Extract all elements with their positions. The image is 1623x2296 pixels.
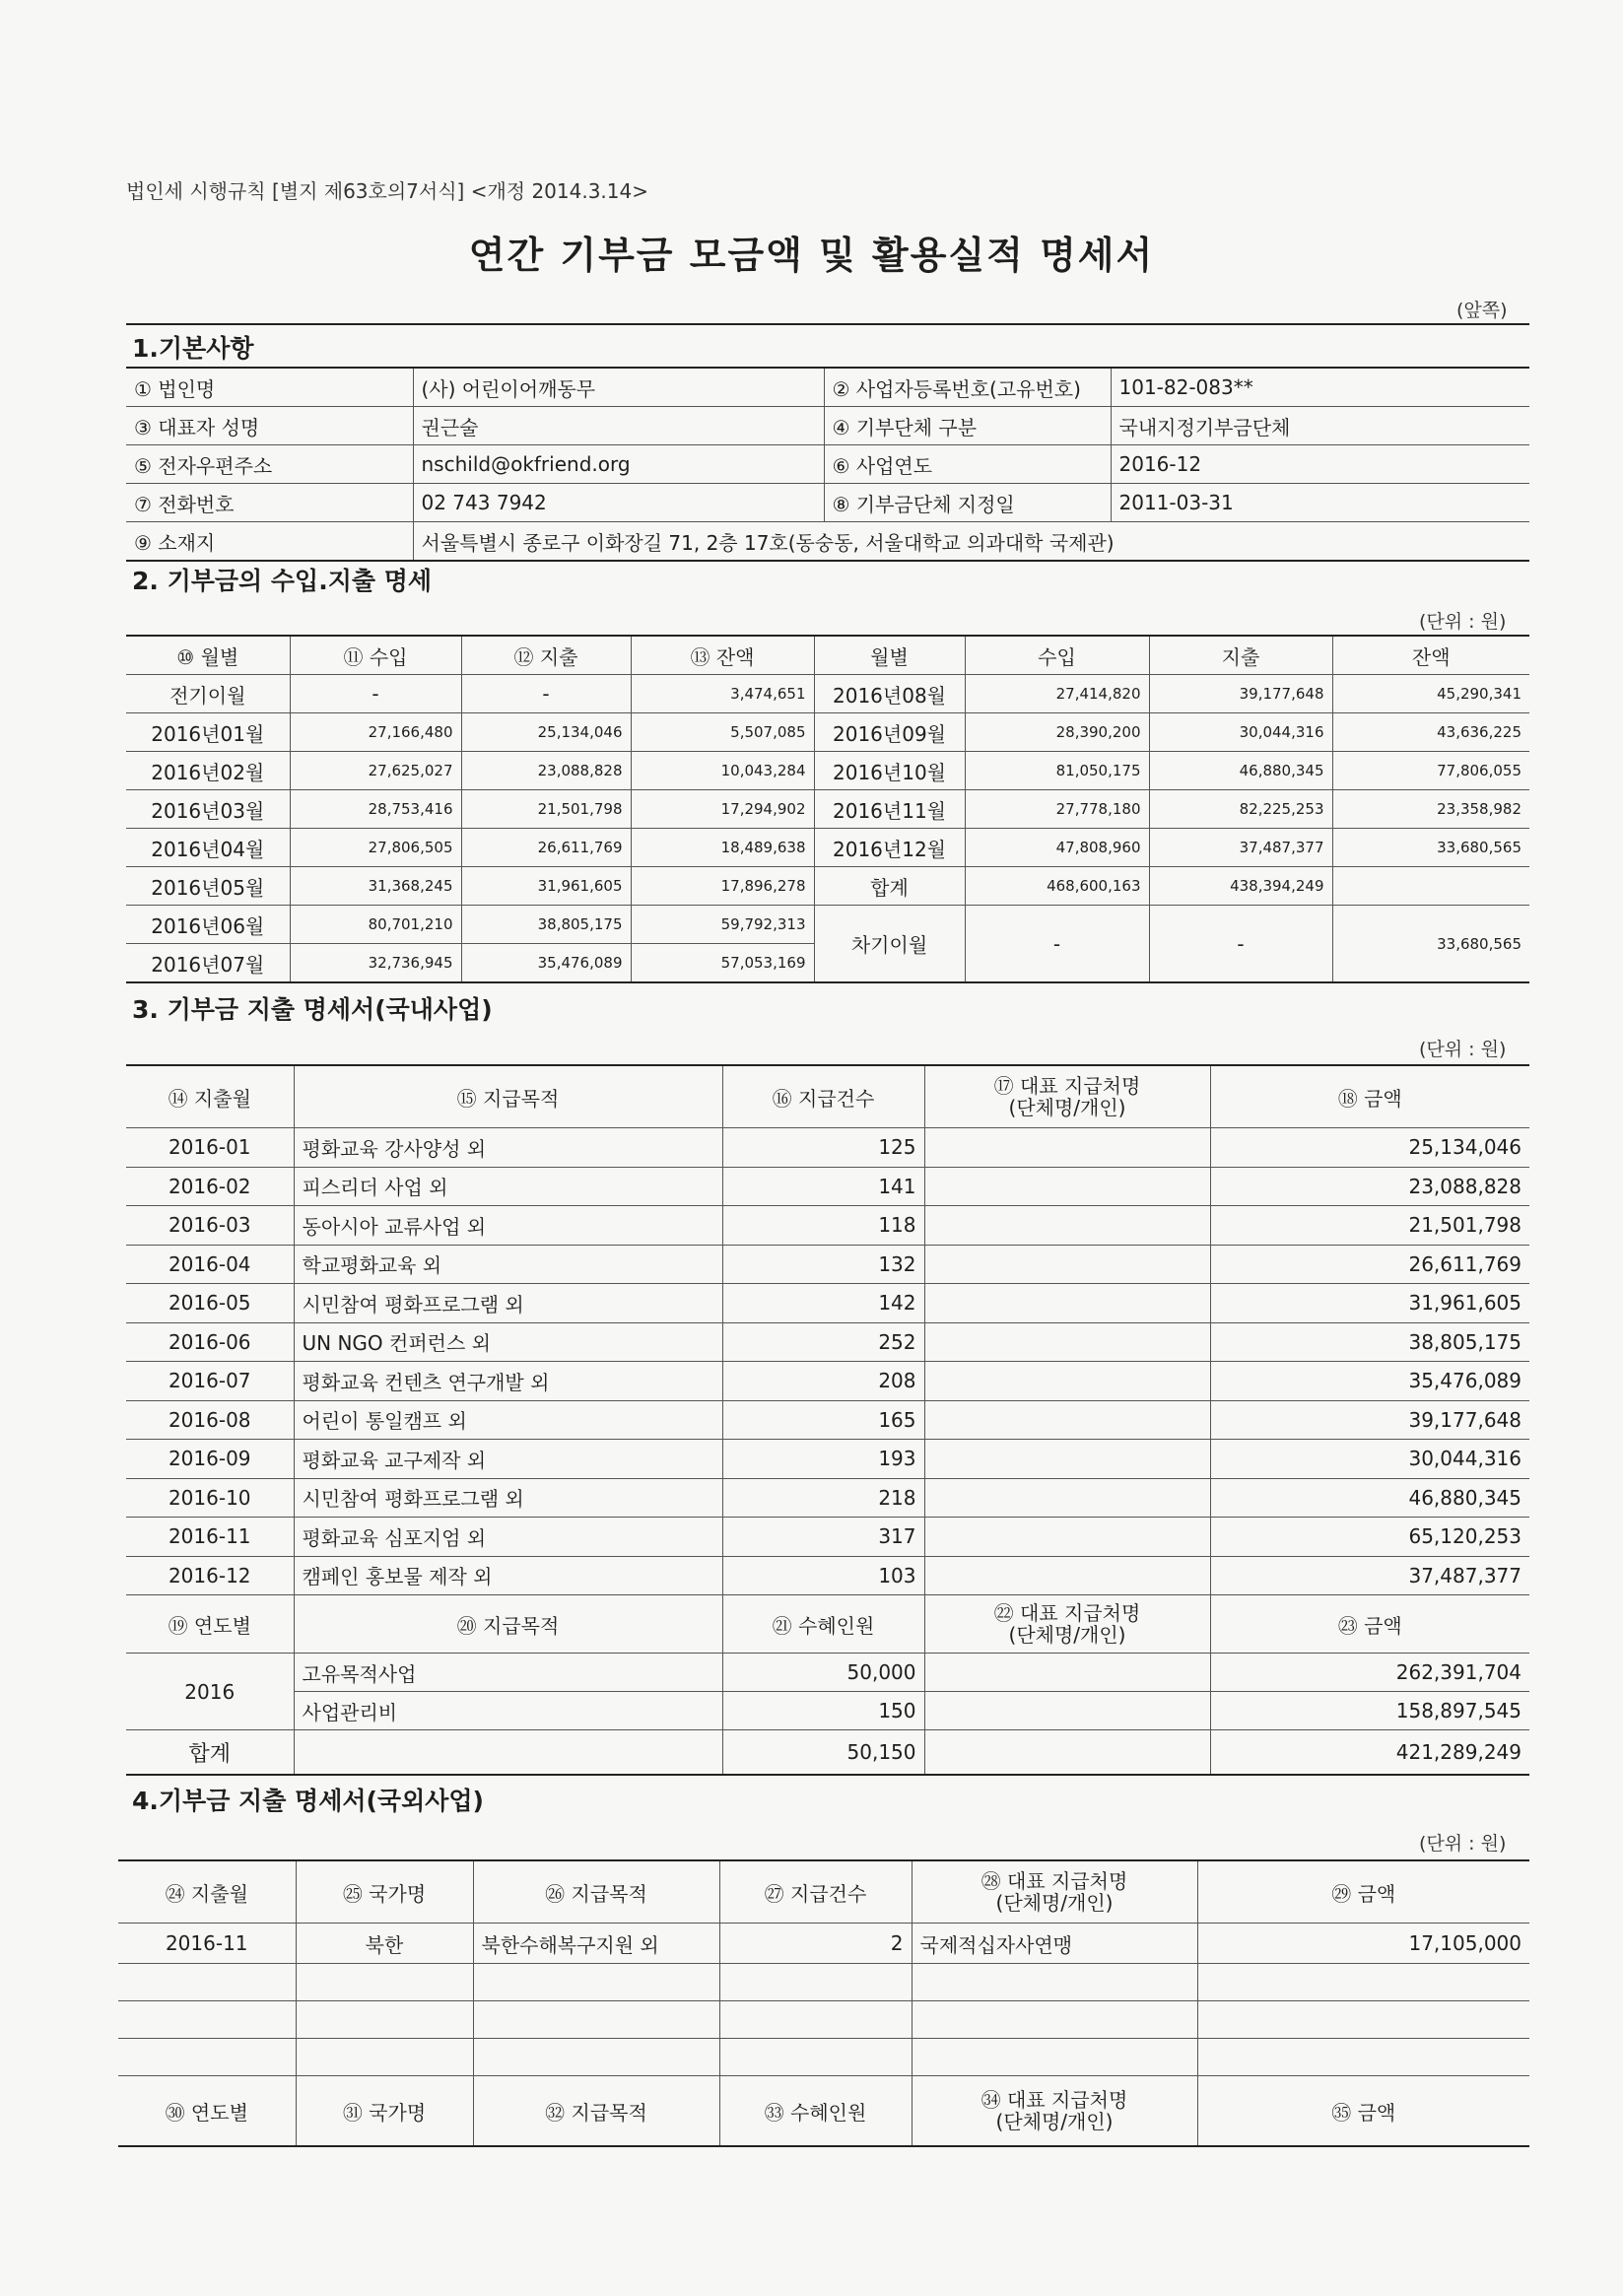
income-cell: - bbox=[290, 675, 461, 713]
carry-expense: - bbox=[1149, 906, 1332, 983]
table-row bbox=[126, 1322, 1529, 1362]
header-line: (단체명/개인) bbox=[1008, 1096, 1126, 1119]
amount-cell: 37,487,377 bbox=[1210, 1556, 1529, 1595]
income-cell: 27,166,480 bbox=[290, 713, 461, 752]
purpose-cell: 캠페인 홍보물 제작 외 bbox=[294, 1556, 722, 1595]
table-row bbox=[126, 1362, 1529, 1401]
amount-cell: 31,961,605 bbox=[1210, 1284, 1529, 1323]
column-header: ⑩ 월별 bbox=[126, 636, 290, 675]
count-cell: 317 bbox=[722, 1518, 924, 1557]
month-cell: 2016-04 bbox=[126, 1245, 294, 1284]
balance-cell: 59,792,313 bbox=[631, 906, 814, 944]
month-cell: 2016년05월 bbox=[126, 867, 290, 906]
month-cell: 2016-06 bbox=[126, 1322, 294, 1362]
purpose-cell: 평화교육 교구제작 외 bbox=[294, 1440, 722, 1479]
recipient-cell bbox=[924, 1654, 1210, 1692]
amount-cell: 65,120,253 bbox=[1210, 1518, 1529, 1557]
domestic-expense-table bbox=[126, 1064, 1529, 1776]
column-header bbox=[924, 1065, 1210, 1128]
recipient-cell bbox=[924, 1206, 1210, 1246]
table-row bbox=[126, 790, 1529, 829]
unit-label: (단위 : 원) bbox=[1419, 1039, 1507, 1060]
column-header: ⑯ 지급건수 bbox=[722, 1065, 924, 1128]
column-header: ㉟ 금액 bbox=[1197, 2076, 1529, 2147]
carry-balance: 33,680,565 bbox=[1332, 906, 1529, 983]
recipient-cell bbox=[924, 1245, 1210, 1284]
balance-cell bbox=[1332, 867, 1529, 906]
count-cell: 218 bbox=[722, 1478, 924, 1518]
empty-cell bbox=[912, 1964, 1197, 2001]
count-cell: 103 bbox=[722, 1556, 924, 1595]
balance-cell: 17,294,902 bbox=[631, 790, 814, 829]
total-row bbox=[126, 1730, 1529, 1776]
field-value: 국내지정기부금단체 bbox=[1111, 407, 1529, 445]
recipient-cell bbox=[924, 1362, 1210, 1401]
expense-cell: - bbox=[461, 675, 631, 713]
month-cell: 2016-11 bbox=[126, 1518, 294, 1557]
balance-cell: 45,290,341 bbox=[1332, 675, 1529, 713]
expense-cell: 26,611,769 bbox=[461, 829, 631, 867]
field-label: ⑤ 전자우편주소 bbox=[126, 445, 413, 484]
empty-cell bbox=[1197, 1964, 1529, 2001]
empty-cell bbox=[1197, 2039, 1529, 2076]
table-row bbox=[126, 752, 1529, 790]
column-header: ㉖ 지급목적 bbox=[473, 1860, 719, 1924]
empty-cell bbox=[296, 2039, 473, 2076]
month-cell: 2016년11월 bbox=[814, 790, 965, 829]
month-cell: 2016년07월 bbox=[126, 944, 290, 983]
empty-cell bbox=[912, 2039, 1197, 2076]
table-row bbox=[126, 867, 1529, 906]
month-cell: 2016-12 bbox=[126, 1556, 294, 1595]
count-cell: 193 bbox=[722, 1440, 924, 1479]
info-row bbox=[126, 445, 1529, 484]
month-cell: 2016-10 bbox=[126, 1478, 294, 1518]
column-header: 수입 bbox=[965, 636, 1149, 675]
info-row bbox=[126, 407, 1529, 445]
recipient-cell bbox=[924, 1556, 1210, 1595]
expense-cell: 438,394,249 bbox=[1149, 867, 1332, 906]
income-cell: 27,414,820 bbox=[965, 675, 1149, 713]
column-header bbox=[912, 1860, 1197, 1924]
carry-income: - bbox=[965, 906, 1149, 983]
field-label: ⑧ 기부금단체 지정일 bbox=[824, 484, 1111, 522]
empty-row bbox=[118, 2001, 1529, 2039]
column-header: ㉜ 지급목적 bbox=[473, 2076, 719, 2147]
count-cell: 50,000 bbox=[722, 1654, 924, 1692]
month-cell: 2016년01월 bbox=[126, 713, 290, 752]
empty-cell bbox=[118, 2039, 296, 2076]
field-label: ② 사업자등록번호(고유번호) bbox=[824, 368, 1111, 407]
balance-cell: 43,636,225 bbox=[1332, 713, 1529, 752]
column-header: ㉚ 연도별 bbox=[118, 2076, 296, 2147]
header-line: (단체명/개인) bbox=[995, 1891, 1114, 1915]
page-title: 연간 기부금 모금액 및 활용실적 명세서 bbox=[468, 234, 1155, 277]
section3-title: 3. 기부금 지출 명세서(국내사업) bbox=[132, 995, 493, 1024]
balance-cell: 18,489,638 bbox=[631, 829, 814, 867]
purpose-cell: 평화교육 컨텐츠 연구개발 외 bbox=[294, 1362, 722, 1401]
balance-cell: 5,507,085 bbox=[631, 713, 814, 752]
basic-info-table bbox=[126, 367, 1529, 562]
recipient-cell bbox=[924, 1400, 1210, 1440]
month-cell: 2016년02월 bbox=[126, 752, 290, 790]
table-row bbox=[118, 1924, 1529, 1964]
month-cell: 2016년12월 bbox=[814, 829, 965, 867]
balance-cell: 77,806,055 bbox=[1332, 752, 1529, 790]
count-cell: 2 bbox=[719, 1924, 912, 1964]
field-value: nschild@okfriend.org bbox=[413, 445, 824, 484]
expense-cell: 23,088,828 bbox=[461, 752, 631, 790]
expense-cell: 35,476,089 bbox=[461, 944, 631, 983]
income-cell: 31,368,245 bbox=[290, 867, 461, 906]
column-header: ㉕ 국가명 bbox=[296, 1860, 473, 1924]
table-row bbox=[126, 1654, 1529, 1692]
income-cell: 27,806,505 bbox=[290, 829, 461, 867]
table-row bbox=[126, 1400, 1529, 1440]
empty-cell bbox=[719, 1964, 912, 2001]
purpose-cell: 고유목적사업 bbox=[294, 1654, 722, 1692]
expense-cell: 25,134,046 bbox=[461, 713, 631, 752]
field-label: ① 법인명 bbox=[126, 368, 413, 407]
purpose-cell: 평화교육 강사양성 외 bbox=[294, 1128, 722, 1168]
expense-cell: 37,487,377 bbox=[1149, 829, 1332, 867]
column-header: ㉗ 지급건수 bbox=[719, 1860, 912, 1924]
field-label: ⑦ 전화번호 bbox=[126, 484, 413, 522]
amount-cell: 17,105,000 bbox=[1197, 1924, 1529, 1964]
income-cell: 28,390,200 bbox=[965, 713, 1149, 752]
purpose-cell: 피스리더 사업 외 bbox=[294, 1167, 722, 1206]
table-row bbox=[126, 675, 1529, 713]
table-row bbox=[126, 906, 1529, 944]
income-cell: 468,600,163 bbox=[965, 867, 1149, 906]
column-header: ⑬ 잔액 bbox=[631, 636, 814, 675]
recipient-cell bbox=[924, 1284, 1210, 1323]
income-cell: 80,701,210 bbox=[290, 906, 461, 944]
column-header: ⑭ 지출월 bbox=[126, 1065, 294, 1128]
table-row bbox=[126, 1167, 1529, 1206]
column-header: ⑲ 연도별 bbox=[126, 1595, 294, 1654]
amount-cell: 23,088,828 bbox=[1210, 1167, 1529, 1206]
recipient-cell bbox=[924, 1692, 1210, 1730]
count-cell: 132 bbox=[722, 1245, 924, 1284]
header-line: (단체명/개인) bbox=[995, 2110, 1114, 2133]
month-cell: 2016년06월 bbox=[126, 906, 290, 944]
count-cell: 252 bbox=[722, 1322, 924, 1362]
expense-cell: 39,177,648 bbox=[1149, 675, 1332, 713]
balance-cell: 17,896,278 bbox=[631, 867, 814, 906]
header-line: ㉞ 대표 지급처명 bbox=[981, 2088, 1128, 2112]
column-header: ⑱ 금액 bbox=[1210, 1065, 1529, 1128]
month-cell: 합계 bbox=[814, 867, 965, 906]
form-reference: 법인세 시행규칙 [별지 제63호의7서식] <개정 2014.3.14> bbox=[126, 179, 648, 203]
field-value: 권근술 bbox=[413, 407, 824, 445]
month-cell: 전기이월 bbox=[126, 675, 290, 713]
column-header: 지출 bbox=[1149, 636, 1332, 675]
empty-cell bbox=[296, 2001, 473, 2039]
empty-row bbox=[118, 1964, 1529, 2001]
amount-cell: 25,134,046 bbox=[1210, 1128, 1529, 1168]
amount-cell: 262,391,704 bbox=[1210, 1654, 1529, 1692]
recipient-cell: 국제적십자사연맹 bbox=[912, 1924, 1197, 1964]
income-cell: 32,736,945 bbox=[290, 944, 461, 983]
income-cell: 27,778,180 bbox=[965, 790, 1149, 829]
month-cell: 2016년04월 bbox=[126, 829, 290, 867]
month-cell: 2016-11 bbox=[118, 1924, 296, 1964]
recipient-cell bbox=[924, 1518, 1210, 1557]
month-cell: 2016-02 bbox=[126, 1167, 294, 1206]
table-row bbox=[126, 1440, 1529, 1479]
month-cell: 2016-09 bbox=[126, 1440, 294, 1479]
total-count: 50,150 bbox=[722, 1730, 924, 1776]
count-cell: 118 bbox=[722, 1206, 924, 1246]
purpose-cell: UN NGO 컨퍼런스 외 bbox=[294, 1322, 722, 1362]
month-cell: 2016-07 bbox=[126, 1362, 294, 1401]
column-header bbox=[924, 1595, 1210, 1654]
purpose-cell: 어린이 통일캠프 외 bbox=[294, 1400, 722, 1440]
empty-cell bbox=[1197, 2001, 1529, 2039]
address-value: 서울특별시 종로구 이화장길 71, 2층 17호(동숭동, 서울대학교 의과대학 국제관) bbox=[413, 522, 1529, 562]
info-row bbox=[126, 368, 1529, 407]
expense-cell: 31,961,605 bbox=[461, 867, 631, 906]
recipient-cell bbox=[924, 1167, 1210, 1206]
column-header: ㉔ 지출월 bbox=[118, 1860, 296, 1924]
amount-cell: 39,177,648 bbox=[1210, 1400, 1529, 1440]
column-header: ㉙ 금액 bbox=[1197, 1860, 1529, 1924]
empty-cell bbox=[473, 2001, 719, 2039]
expense-cell: 46,880,345 bbox=[1149, 752, 1332, 790]
column-header: ⑳ 지급목적 bbox=[294, 1595, 722, 1654]
month-cell: 2016-01 bbox=[126, 1128, 294, 1168]
purpose-cell: 시민참여 평화프로그램 외 bbox=[294, 1478, 722, 1518]
column-header: ⑫ 지출 bbox=[461, 636, 631, 675]
column-header: ㉑ 수혜인원 bbox=[722, 1595, 924, 1654]
income-cell: 47,808,960 bbox=[965, 829, 1149, 867]
amount-cell: 21,501,798 bbox=[1210, 1206, 1529, 1246]
field-value: 2011-03-31 bbox=[1111, 484, 1529, 522]
income-cell: 28,753,416 bbox=[290, 790, 461, 829]
empty-cell bbox=[473, 1964, 719, 2001]
column-header: 월별 bbox=[814, 636, 965, 675]
table-row bbox=[126, 1692, 1529, 1730]
column-header: ㉛ 국가명 bbox=[296, 2076, 473, 2147]
amount-cell: 30,044,316 bbox=[1210, 1440, 1529, 1479]
table-row bbox=[126, 1206, 1529, 1246]
unit-label: (단위 : 원) bbox=[1419, 1833, 1507, 1855]
table-row bbox=[126, 1518, 1529, 1557]
month-cell: 2016-03 bbox=[126, 1206, 294, 1246]
count-cell: 165 bbox=[722, 1400, 924, 1440]
count-cell: 125 bbox=[722, 1128, 924, 1168]
table-row bbox=[126, 713, 1529, 752]
month-cell: 2016년09월 bbox=[814, 713, 965, 752]
count-cell: 141 bbox=[722, 1167, 924, 1206]
purpose-cell: 동아시아 교류사업 외 bbox=[294, 1206, 722, 1246]
column-header: ㉓ 금액 bbox=[1210, 1595, 1529, 1654]
empty-cell bbox=[719, 2039, 912, 2076]
total-label: 합계 bbox=[126, 1730, 294, 1776]
table-row bbox=[126, 1245, 1529, 1284]
expense-cell: 30,044,316 bbox=[1149, 713, 1332, 752]
section2-title: 2. 기부금의 수입.지출 명세 bbox=[132, 567, 433, 595]
column-header: ㉝ 수혜인원 bbox=[719, 2076, 912, 2147]
amount-cell: 38,805,175 bbox=[1210, 1322, 1529, 1362]
info-row bbox=[126, 484, 1529, 522]
carry-label: 차기이월 bbox=[814, 906, 965, 983]
table-row bbox=[126, 1128, 1529, 1168]
purpose-cell: 학교평화교육 외 bbox=[294, 1245, 722, 1284]
header-line: ⑰ 대표 지급처명 bbox=[993, 1074, 1141, 1098]
recipient-cell bbox=[924, 1128, 1210, 1168]
unit-label: (단위 : 원) bbox=[1419, 611, 1507, 633]
header-line: (단체명/개인) bbox=[1008, 1623, 1126, 1647]
income-cell: 27,625,027 bbox=[290, 752, 461, 790]
total-amount: 421,289,249 bbox=[1210, 1730, 1529, 1776]
empty-row bbox=[118, 2039, 1529, 2076]
column-header: 잔액 bbox=[1332, 636, 1529, 675]
expense-cell: 82,225,253 bbox=[1149, 790, 1332, 829]
field-value: 101-82-083** bbox=[1111, 368, 1529, 407]
section1-title: 1.기본사항 bbox=[132, 334, 254, 363]
field-label: ④ 기부단체 구분 bbox=[824, 407, 1111, 445]
expense-cell: 38,805,175 bbox=[461, 906, 631, 944]
column-header: ⑪ 수입 bbox=[290, 636, 461, 675]
recipient-cell bbox=[924, 1478, 1210, 1518]
empty-cell bbox=[118, 2001, 296, 2039]
empty-cell bbox=[296, 1964, 473, 2001]
empty-cell bbox=[118, 1964, 296, 2001]
year-cell: 2016 bbox=[126, 1654, 294, 1730]
month-cell: 2016-08 bbox=[126, 1400, 294, 1440]
page-side-label: (앞쪽) bbox=[1456, 300, 1508, 321]
overseas-expense-table bbox=[118, 1859, 1529, 2147]
purpose-cell: 북한수해복구지원 외 bbox=[473, 1924, 719, 1964]
amount-cell: 46,880,345 bbox=[1210, 1478, 1529, 1518]
income-cell: 81,050,175 bbox=[965, 752, 1149, 790]
count-cell: 208 bbox=[722, 1362, 924, 1401]
balance-cell: 10,043,284 bbox=[631, 752, 814, 790]
table-row bbox=[126, 829, 1529, 867]
balance-cell: 33,680,565 bbox=[1332, 829, 1529, 867]
field-value: 2016-12 bbox=[1111, 445, 1529, 484]
field-value: (사) 어린이어깨동무 bbox=[413, 368, 824, 407]
balance-cell: 57,053,169 bbox=[631, 944, 814, 983]
month-cell: 2016년08월 bbox=[814, 675, 965, 713]
field-label: ⑥ 사업연도 bbox=[824, 445, 1111, 484]
balance-cell: 23,358,982 bbox=[1332, 790, 1529, 829]
month-cell: 2016년03월 bbox=[126, 790, 290, 829]
column-header bbox=[912, 2076, 1197, 2147]
amount-cell: 26,611,769 bbox=[1210, 1245, 1529, 1284]
amount-cell: 35,476,089 bbox=[1210, 1362, 1529, 1401]
header-line: ㉒ 대표 지급처명 bbox=[993, 1601, 1141, 1625]
total-recipient bbox=[924, 1730, 1210, 1776]
empty-cell bbox=[912, 2001, 1197, 2039]
count-cell: 150 bbox=[722, 1692, 924, 1730]
expense-cell: 21,501,798 bbox=[461, 790, 631, 829]
month-cell: 2016년10월 bbox=[814, 752, 965, 790]
address-label: ⑨ 소재지 bbox=[126, 522, 413, 562]
column-header: ⑮ 지급목적 bbox=[294, 1065, 722, 1128]
empty-cell bbox=[473, 2039, 719, 2076]
table-row bbox=[126, 1284, 1529, 1323]
field-value: 02 743 7942 bbox=[413, 484, 824, 522]
purpose-cell: 시민참여 평화프로그램 외 bbox=[294, 1284, 722, 1323]
amount-cell: 158,897,545 bbox=[1210, 1692, 1529, 1730]
month-cell: 2016-05 bbox=[126, 1284, 294, 1323]
count-cell: 142 bbox=[722, 1284, 924, 1323]
purpose-cell: 평화교육 심포지엄 외 bbox=[294, 1518, 722, 1557]
country-cell: 북한 bbox=[296, 1924, 473, 1964]
empty-cell bbox=[719, 2001, 912, 2039]
recipient-cell bbox=[924, 1322, 1210, 1362]
table-row bbox=[126, 1478, 1529, 1518]
recipient-cell bbox=[924, 1440, 1210, 1479]
purpose-cell: 사업관리비 bbox=[294, 1692, 722, 1730]
section4-title: 4.기부금 지출 명세서(국외사업) bbox=[132, 1787, 484, 1815]
field-label: ③ 대표자 성명 bbox=[126, 407, 413, 445]
balance-cell: 3,474,651 bbox=[631, 675, 814, 713]
table-row bbox=[126, 1556, 1529, 1595]
income-expense-table bbox=[126, 635, 1529, 983]
header-line: ㉘ 대표 지급처명 bbox=[981, 1869, 1128, 1893]
divider bbox=[126, 323, 1529, 325]
total-purpose bbox=[294, 1730, 722, 1776]
